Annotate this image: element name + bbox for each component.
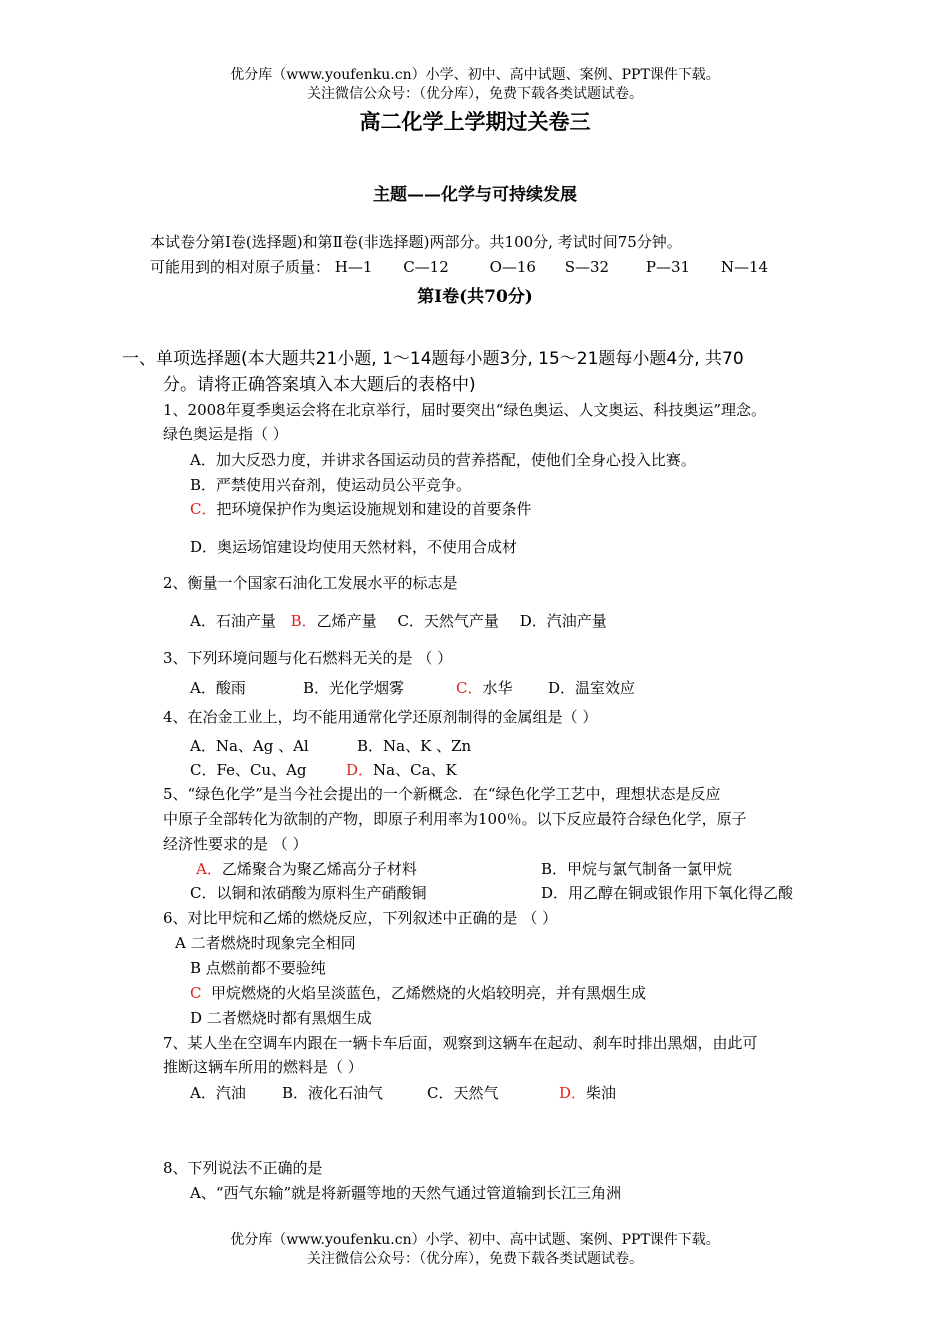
mass-p: P—31 [645,258,691,276]
q4-option-c: C．Fe、Cu、Ag [190,761,307,779]
q5-option-d: D．用乙醇在铜或银作用下氧化得乙酸 [541,884,794,902]
q1-option-c [190,499,532,519]
q7-option-d [559,1083,616,1103]
mass-s: S—32 [564,258,610,276]
intro-line-2 [150,257,768,277]
q4-option-d-text: Na、Ca、K [373,761,457,779]
q1-option-d: D．奥运场馆建设均使用天然材料，不使用合成材 [190,538,518,556]
section1-line-1: 一、单项选择题(本大题共21小题, 1～14题每小题3分, 15～21题每小题4分, 共70 [122,349,744,369]
q1-answer-letter: C． [190,500,217,518]
q1-stem-1: 1、2008年夏季奥运会将在北京举行，届时要突出“绿色奥运、人文奥运、科技奥运”理念。 [163,401,767,419]
q3-option-c-text: 水华 [482,679,513,697]
q6-option-b: B 点燃前都不要验纯 [190,959,326,977]
header-line-1: 优分库（www.youfenku.cn）小学、初中、高中试题、案例、PPT课件下载。 [230,67,720,83]
q7-option-c: C．天然气 [427,1084,499,1102]
intro-masses-label: 可能用到的相对原子质量： [150,258,331,276]
q5-stem-1: 5、“绿色化学”是当今社会提出的一个新概念．在“绿色化学工艺中，理想状态是反应 [163,785,721,803]
q3-option-d: D．温室效应 [548,679,636,697]
q4-stem: 4、在冶金工业上，均不能用通常化学还原剂制得的金属组是（ ） [163,708,598,726]
q5-option-a [196,859,417,879]
q6-option-c [190,983,646,1003]
q8-option-a: A、“西气东输”就是将新疆等地的天然气通过管道输到长江三角洲 [190,1184,622,1202]
footer-line-2: 关注微信公众号：（优分库），免费下载各类试题试卷。 [307,1251,643,1267]
q2-option-a: A．石油产量 [190,612,276,630]
section1-line-2: 分。请将正确答案填入本大题后的表格中) [163,375,476,395]
q6-stem: 6、对比甲烷和乙烯的燃烧反应，下列叙述中正确的是 （ ） [163,909,558,927]
q8-stem: 8、下列说法不正确的是 [163,1159,323,1177]
q7-option-d-text: 柴油 [586,1084,617,1102]
q7-option-a: A．汽油 [190,1084,246,1102]
header-line-2: 关注微信公众号：（优分库），免费下载各类试题试卷。 [307,86,643,102]
mass-h: H—1 [334,258,373,276]
q4-option-d [346,760,457,780]
q1-option-c-text: 把环境保护作为奥运设施规划和建设的首要条件 [216,500,532,518]
q1-option-b: B．严禁使用兴奋剂，使运动员公平竞争。 [190,476,472,494]
q5-option-a-text: 乙烯聚合为聚乙烯高分子材料 [221,860,417,878]
part1-title: 第Ⅰ卷(共70分) [417,287,533,307]
q7-stem-2: 推断这辆车所用的燃料是（ ） [163,1058,363,1076]
q2-stem: 2、衡量一个国家石油化工发展水平的标志是 [163,574,458,592]
q3-stem: 3、下列环境问题与化石燃料无关的是 （ ） [163,649,453,667]
intro-line-1: 本试卷分第Ⅰ卷(选择题)和第Ⅱ卷(非选择题)两部分。共100分, 考试时间75分钟。 [150,233,682,251]
q5-answer-letter: A． [196,860,222,878]
page-title: 高二化学上学期过关卷三 [359,109,591,134]
q1-option-a: A．加大反恐力度，并讲求各国运动员的营养搭配，使他们全身心投入比赛。 [190,451,696,469]
q5-option-b: B．甲烷与氯气制备一氯甲烷 [541,860,733,878]
q4-answer-letter: D． [346,761,374,779]
q3-answer-letter: C． [456,679,483,697]
q3-option-b: B．光化学烟雾 [303,679,405,697]
mass-o: O—16 [489,258,536,276]
q2-options [190,611,607,631]
q4-option-a: A．Na、Ag 、Al [190,737,309,755]
page-subtitle: 主题——化学与可持续发展 [373,185,577,205]
q4-option-b: B．Na、K 、Zn [357,737,472,755]
q6-option-a: A 二者燃烧时现象完全相同 [175,934,356,952]
q6-option-c-text: 甲烷燃烧的火焰呈淡蓝色，乙烯燃烧的火焰较明亮，并有黑烟生成 [201,984,647,1002]
footer-line-1: 优分库（www.youfenku.cn）小学、初中、高中试题、案例、PPT课件下载。 [230,1232,720,1248]
q5-option-c: C．以铜和浓硝酸为原料生产硝酸铜 [190,884,427,902]
q5-stem-3: 经济性要求的是 （ ） [163,835,308,853]
q7-stem-1: 7、某人坐在空调车内跟在一辆卡车后面，观察到这辆车在起动、刹车时排出黑烟，由此可 [163,1034,758,1052]
q7-option-b: B．液化石油气 [282,1084,384,1102]
q2-option-d: D．汽油产量 [519,612,607,630]
q3-option-c [456,678,513,698]
q5-stem-2: 中原子全部转化为欲制的产物，即原子利用率为100％。以下反应最符合绿色化学，原子 [163,810,747,828]
q2-option-c: C．天然气产量 [397,612,499,630]
mass-n: N—14 [720,258,769,276]
q6-answer-letter: C [190,984,202,1002]
q3-option-a: A．酸雨 [190,679,246,697]
q6-option-d: D 二者燃烧时都有黑烟生成 [190,1009,372,1027]
q2-option-b-text: 乙烯产量 [316,612,377,630]
q2-answer-letter: B． [290,612,317,630]
q7-answer-letter: D． [559,1084,587,1102]
mass-c: C—12 [403,258,449,276]
q1-stem-2: 绿色奥运是指（ ） [163,425,288,443]
